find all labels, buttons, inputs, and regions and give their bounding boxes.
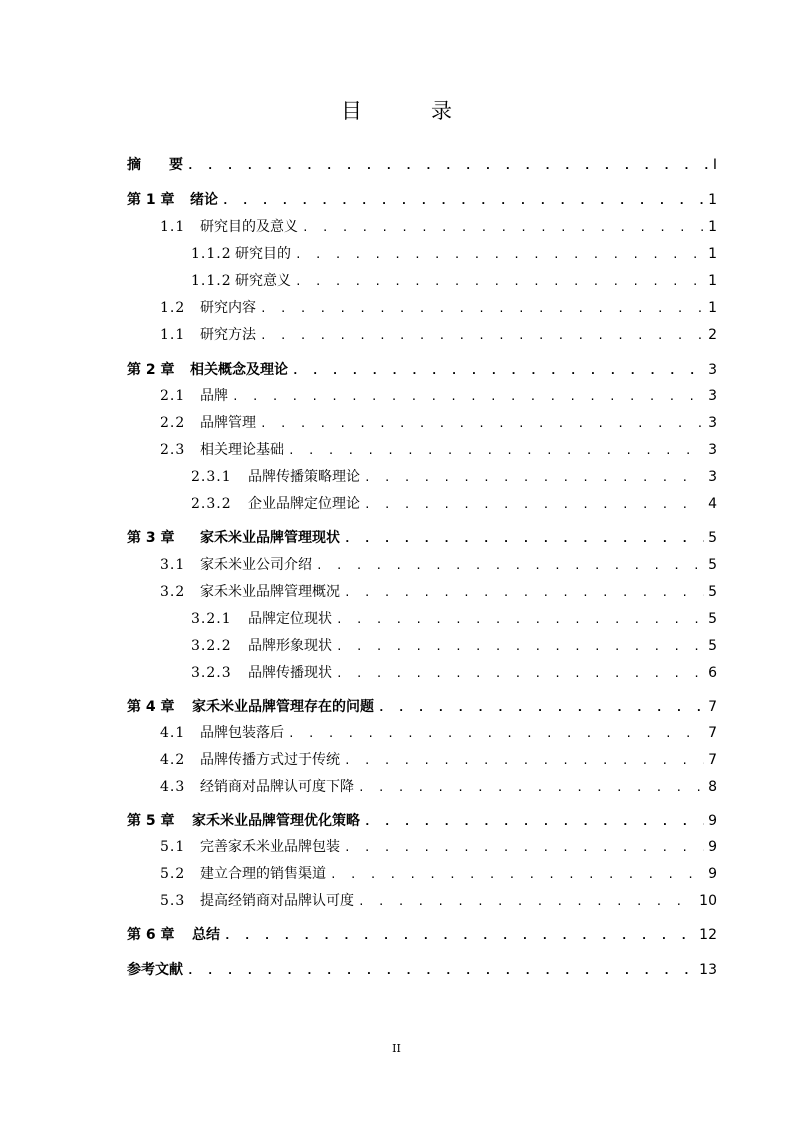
toc-entry-number: 参考文献 (127, 962, 183, 978)
toc-entry-page: 5 (708, 638, 717, 654)
toc-entry-page: 1 (708, 192, 717, 208)
toc-entry[interactable] (160, 832, 717, 856)
toc-entry-number: 2.3.2 (191, 496, 232, 512)
toc-entry-title: 建立合理的销售渠道 (200, 866, 326, 882)
page-number: II (392, 1042, 401, 1055)
toc-entry-title: 家禾米业品牌管理优化策略 (192, 813, 360, 829)
toc-entry-title: 完善家禾米业品牌包装 (200, 839, 340, 855)
toc-entry[interactable] (127, 920, 717, 944)
toc-dot-leader (364, 814, 704, 830)
toc-entry[interactable] (160, 550, 717, 574)
toc-entry-page: 3 (708, 362, 717, 378)
toc-entry-page: 7 (708, 699, 717, 715)
toc-entry[interactable] (160, 293, 717, 317)
toc-dot-leader (187, 963, 695, 979)
toc-entry[interactable] (191, 489, 717, 513)
toc-entry-page: 5 (708, 584, 717, 600)
toc-entry-title: 企业品牌定位理论 (248, 496, 360, 512)
toc-entry-page: 1 (708, 273, 717, 289)
toc-dot-leader (222, 193, 704, 209)
toc-entry[interactable] (160, 718, 717, 742)
toc-entry-page: 7 (708, 725, 717, 741)
toc-entry-page: 7 (708, 752, 717, 768)
toc-entry-title: 研究方法 (200, 327, 256, 343)
toc-entry-number: 2.1 (160, 388, 186, 404)
toc-entry[interactable] (127, 355, 717, 379)
toc-entry-number: 3.1 (160, 557, 186, 573)
toc-entry-title: 家禾米业公司介绍 (200, 557, 312, 573)
toc-dot-leader (344, 585, 704, 601)
toc-entry[interactable] (160, 212, 717, 236)
toc-dot-leader (316, 558, 704, 574)
toc-entry-number: 1.1 (160, 327, 186, 343)
toc-entry-page: I (712, 157, 717, 173)
toc-entry[interactable] (160, 435, 717, 459)
toc-entry-number: 2.2 (160, 415, 186, 431)
toc-entry[interactable] (127, 955, 717, 979)
toc-entry-number: 4.2 (160, 752, 186, 768)
toc-entry[interactable] (191, 266, 717, 290)
toc-entry-title: 经销商对品牌认可度下降 (200, 779, 354, 795)
toc-entry-page: 12 (699, 927, 717, 943)
toc-dot-leader (288, 726, 704, 742)
page-title: 目 录 (341, 99, 476, 123)
toc-dot-leader (358, 780, 704, 796)
toc-entry-page: 8 (708, 779, 717, 795)
toc-entry-page: 10 (699, 893, 717, 909)
toc-entry-title: 绪论 (190, 192, 218, 208)
toc-dot-leader (187, 158, 709, 174)
toc-dot-leader (292, 363, 704, 379)
toc-dot-leader (260, 301, 704, 317)
toc-entry-page: 3 (708, 415, 717, 431)
toc-entry-number: 1.2 (160, 300, 186, 316)
toc-dot-leader (336, 666, 704, 682)
toc-dot-leader (378, 700, 704, 716)
toc-entry[interactable] (127, 806, 717, 830)
toc-entry[interactable] (160, 381, 717, 405)
toc-entry[interactable] (160, 886, 717, 910)
toc-entry-number: 第 2 章 (127, 362, 175, 378)
toc-entry-number: 3.2.3 (191, 665, 232, 681)
toc-entry[interactable] (191, 658, 717, 682)
toc-entry-number: 第 4 章 (127, 699, 175, 715)
toc-dot-leader (344, 531, 704, 547)
toc-dot-leader (288, 443, 704, 459)
toc-entry-page: 5 (708, 530, 717, 546)
toc-entry-title: 品牌形象现状 (248, 638, 332, 654)
toc-entry-number: 第 6 章 (127, 927, 175, 943)
toc-entry-title: 研究意义 (235, 273, 291, 289)
toc-dot-leader (336, 612, 704, 628)
toc-entry-title: 品牌包装落后 (200, 725, 284, 741)
toc-entry-title: 研究目的 (235, 246, 291, 262)
toc-entry-title: 提高经销商对品牌认可度 (200, 893, 354, 909)
toc-dot-leader (330, 867, 704, 883)
toc-entry-number: 4.1 (160, 725, 186, 741)
toc-entry-page: 3 (708, 469, 717, 485)
toc-entry-page: 9 (708, 813, 717, 829)
toc-entry[interactable] (160, 772, 717, 796)
toc-entry[interactable] (191, 604, 717, 628)
toc-entry-title: 总结 (192, 927, 220, 943)
toc-dot-leader (302, 220, 704, 236)
toc-dot-leader (358, 894, 695, 910)
toc-entry-number: 5.3 (160, 893, 186, 909)
toc-entry-title: 品牌管理 (200, 415, 256, 431)
toc-entry-title: 研究目的及意义 (200, 219, 298, 235)
toc-entry-title: 家禾米业品牌管理现状 (200, 530, 340, 546)
toc-entry-page: 5 (708, 557, 717, 573)
toc-dot-leader (224, 928, 695, 944)
toc-dot-leader (344, 840, 704, 856)
toc-entry-page: 5 (708, 611, 717, 627)
toc-entry-page: 6 (708, 665, 717, 681)
toc-entry[interactable] (127, 523, 717, 547)
toc-entry-number: 4.3 (160, 779, 186, 795)
toc-entry-title: 家禾米业品牌管理存在的问题 (192, 699, 374, 715)
toc-entry-number: 5.1 (160, 839, 186, 855)
toc-entry[interactable] (160, 577, 717, 601)
toc-entry[interactable] (127, 150, 717, 174)
toc-entry-number: 第 5 章 (127, 813, 175, 829)
toc-dot-leader (364, 497, 704, 513)
toc-entry[interactable] (160, 408, 717, 432)
toc-entry-page: 9 (708, 866, 717, 882)
toc-entry-title: 品牌传播策略理论 (248, 469, 360, 485)
toc-entry-page: 9 (708, 839, 717, 855)
toc-dot-leader (295, 247, 704, 263)
toc-entry-number: 2.3 (160, 442, 186, 458)
toc-entry-number: 1.1.2 (191, 246, 232, 262)
toc-dot-leader (364, 470, 704, 486)
toc-entry-title: 相关理论基础 (200, 442, 284, 458)
toc-entry[interactable] (127, 692, 717, 716)
toc-entry-page: 2 (708, 327, 717, 343)
toc-entry[interactable] (191, 631, 717, 655)
toc-entry[interactable] (160, 745, 717, 769)
toc-entry-page: 1 (708, 246, 717, 262)
toc-entry-title: 相关概念及理论 (190, 362, 288, 378)
toc-entry[interactable] (127, 185, 717, 209)
toc-entry-title: 品牌 (200, 388, 228, 404)
toc-dot-leader (260, 328, 704, 344)
toc-entry-number: 3.2.1 (191, 611, 232, 627)
toc-entry-number: 2.3.1 (191, 469, 232, 485)
toc-entry-title: 家禾米业品牌管理概况 (200, 584, 340, 600)
toc-entry-number: 第 3 章 (127, 530, 175, 546)
toc-dot-leader (336, 639, 704, 655)
toc-entry-number: 3.2.2 (191, 638, 232, 654)
toc-entry-page: 3 (708, 442, 717, 458)
toc-entry[interactable] (160, 320, 717, 344)
toc-entry-number: 1.1.2 (191, 273, 232, 289)
toc-dot-leader (295, 274, 704, 290)
toc-dot-leader (232, 389, 704, 405)
toc-dot-leader (260, 416, 704, 432)
toc-entry-number: 1.1 (160, 219, 186, 235)
toc-entry-title: 研究内容 (200, 300, 256, 316)
toc-entry-title: 品牌传播方式过于传统 (200, 752, 340, 768)
toc-entry-page: 1 (708, 219, 717, 235)
toc-dot-leader (344, 753, 704, 769)
toc-entry-number: 第 1 章 (127, 192, 175, 208)
toc-entry-number: 3.2 (160, 584, 186, 600)
toc-entry-page: 1 (708, 300, 717, 316)
toc-entry[interactable] (191, 239, 717, 263)
toc-entry[interactable] (160, 859, 717, 883)
toc-entry[interactable] (191, 462, 717, 486)
toc-entry-page: 3 (708, 388, 717, 404)
toc-entry-number: 5.2 (160, 866, 186, 882)
toc-entry-title: 品牌传播现状 (248, 665, 332, 681)
toc-entry-title: 品牌定位现状 (248, 611, 332, 627)
toc-entry-page: 13 (699, 962, 717, 978)
toc-entry-page: 4 (708, 496, 717, 512)
toc-entry-number: 摘 要 (127, 157, 183, 173)
